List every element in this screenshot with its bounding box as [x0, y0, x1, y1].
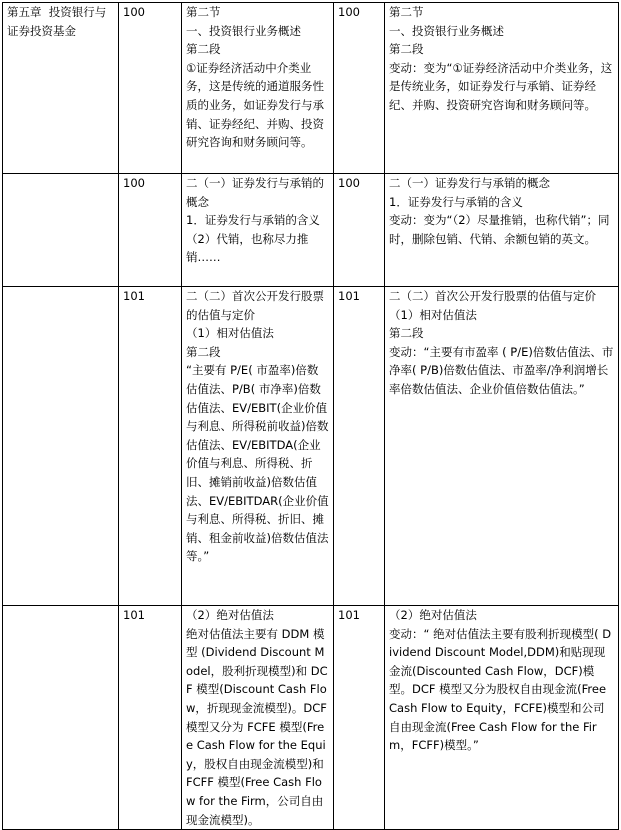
old-page-cell: 101 [119, 606, 182, 830]
chapter-cell [3, 606, 119, 830]
old-page-cell: 100 [119, 174, 182, 287]
new-text-cell: 第二节 一、投资银行业务概述 第二段 变动：变为“①证券经济活动中介类业务，这是传统业务，如证券发行与承销、证券经纪、并购、投资研究咨询和财务顾问等。 [385, 3, 619, 174]
new-text-cell: 二（一）证券发行与承销的概念 1．证券发行与承销的含义 变动：变为“（2）尽量推销，也称代销”；同时，删除包销、代销、余额包销的英文。 [385, 174, 619, 287]
old-page-cell: 101 [119, 287, 182, 606]
new-page-cell: 100 [334, 174, 385, 287]
new-page-cell: 101 [334, 606, 385, 830]
old-text-cell: 第二节 一、投资银行业务概述 第二段 ①证券经济活动中介类业务，这是传统的通道服务性质的业务，如证券发行与承销、证券经纪、并购、投资研究咨询和财务顾问等。 [182, 3, 334, 174]
table-row [3, 3, 619, 174]
chapter-cell [3, 287, 119, 606]
change-table [2, 2, 619, 830]
old-page-cell: 100 [119, 3, 182, 174]
table-row [3, 606, 619, 830]
old-text-cell: 二（一）证券发行与承销的概念 1．证券发行与承销的含义 （2）代销，也称尽力推销…… [182, 174, 334, 287]
table-row [3, 287, 619, 606]
new-page-cell: 100 [334, 3, 385, 174]
old-text-cell: 二（二）首次公开发行股票的估值与定价 （1）相对估值法 第二段 “主要有 P/E( 市盈率)倍数估值法、P/B( 市净率)倍数估值法、EV/EBIT(企业价值与利息、所得税前收益)倍数估值法、EV/EBITDA(企业价值与利息、所得税、折旧、摊销前收益)倍数估值法、EV/EBITDAR(企业价值与利息、所得税、折旧、摊销、租金前收益)倍数估值法等。” [182, 287, 334, 606]
chapter-cell: 第五章 投资银行与证券投资基金 [3, 3, 119, 174]
old-text-cell: （2）绝对估值法 绝对估值法主要有 DDM 模型 (Dividend Discount Model，股利折现模型)和 DCF 模型(Discount Cash Flow，折现现金流模型)。DCF 模型又分为 FCFE 模型(Free Cash Flow for the Equiy，股权自由现金流模型)和 FCFF 模型(Free Cash Flow for the Firm，公司自由现金流模型)。 [182, 606, 334, 830]
new-text-cell: （2）绝对估值法 变动：“ 绝对估值法主要有股利折现模型( Dividend Discount Model,DDM)和贴现现金流(Discounted Cash Flow，DCF)模型。DCF 模型又分为股权自由现金流(Free Cash Flow to Equity，FCFE)模型和公司自由现金流(Free Cash Flow for the Firm，FCFF)模型。” [385, 606, 619, 830]
new-page-cell: 101 [334, 287, 385, 606]
table-row [3, 174, 619, 287]
new-text-cell: 二（二）首次公开发行股票的估值与定价 （1）相对估值法 第二段 变动：“主要有市盈率 ( P/E)倍数估值法、市净率( P/B)倍数估值法、市盈率/净利润增长率倍数估值法、企业价值倍数估值法。” [385, 287, 619, 606]
chapter-cell [3, 174, 119, 287]
